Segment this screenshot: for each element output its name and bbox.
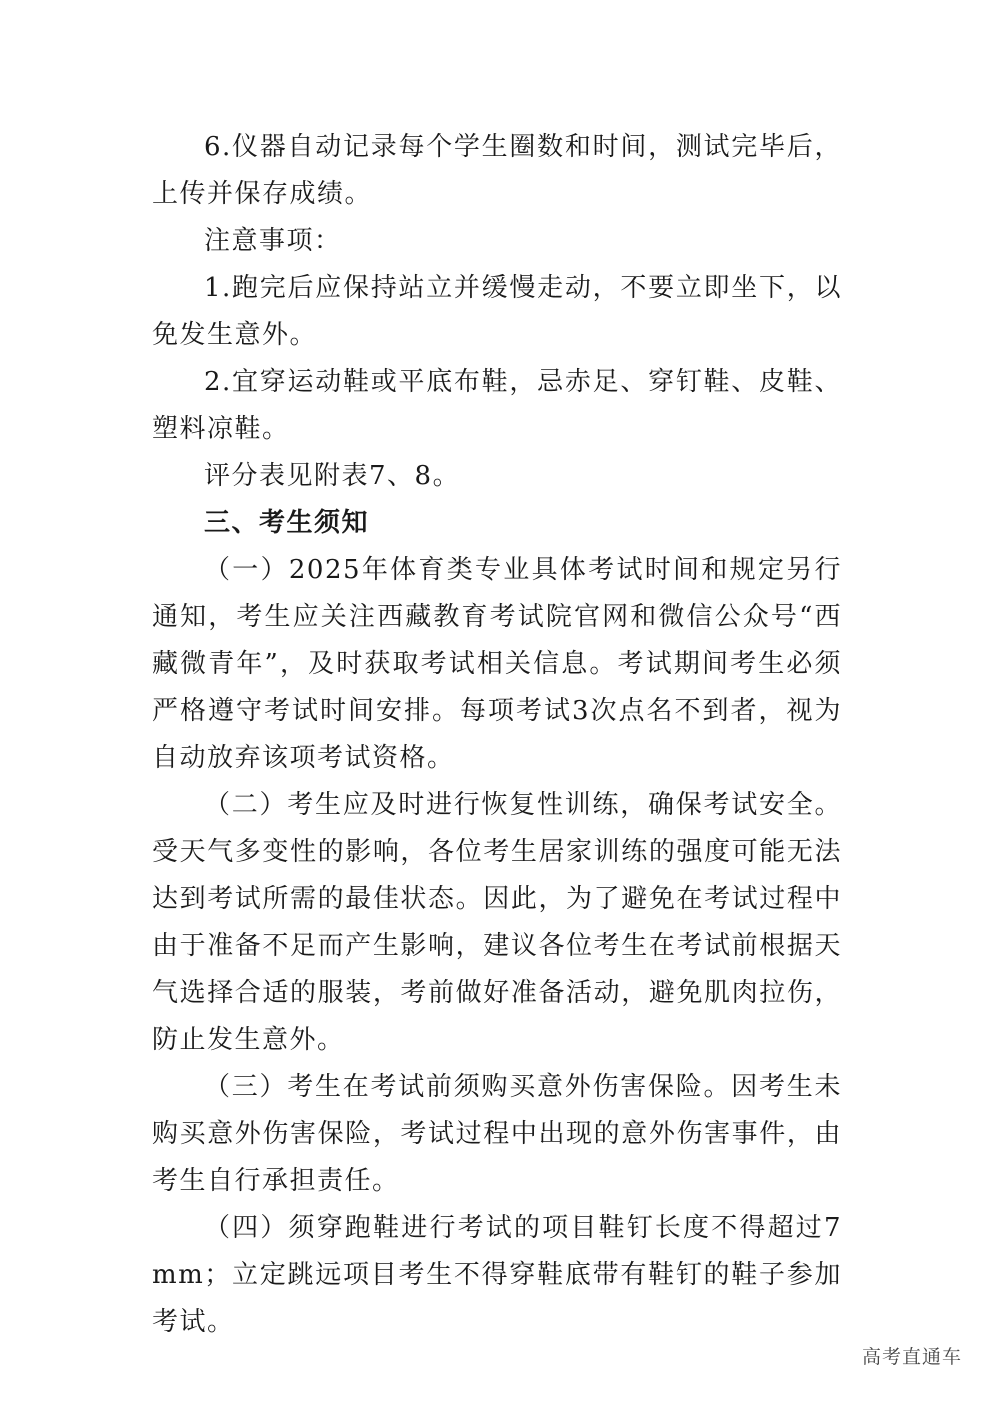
paragraph-notice-1: （一）2025年体育类专业具体考试时间和规定另行通知，考生应关注西藏教育考试院官网和微信公众号“西藏微青年”，及时获取考试相关信息。考试期间考生必须严格遵守考试时间安排。每项考试3次点名不到者，视为自动放弃该项考试资格。 bbox=[152, 555, 842, 773]
paragraph-step-6: 6.仪器自动记录每个学生圈数和时间，测试完毕后，上传并保存成绩。 bbox=[152, 132, 842, 209]
document-body bbox=[152, 124, 842, 1346]
section-heading-candidate-notice: 三、考生须知 bbox=[204, 508, 370, 538]
paragraph-notice-3: （三）考生在考试前须购买意外伤害保险。因考生未购买意外伤害保险，考试过程中出现的意外伤害事件，由考生自行承担责任。 bbox=[152, 1072, 842, 1196]
paragraph-note-2: 2.宜穿运动鞋或平底布鞋，忌赤足、穿钉鞋、皮鞋、塑料凉鞋。 bbox=[152, 367, 842, 444]
paragraph-notes-label: 注意事项： bbox=[204, 226, 342, 256]
paragraph-note-1: 1.跑完后应保持站立并缓慢走动，不要立即坐下，以免发生意外。 bbox=[152, 273, 842, 350]
paragraph-notice-2: （二）考生应及时进行恢复性训练，确保考试安全。受天气多变性的影响，各位考生居家训练的强度可能无法达到考试所需的最佳状态。因此，为了避免在考试过程中由于准备不足而产生影响，建议各位考生在考试前根据天气选择合适的服装，考前做好准备活动，避免肌肉拉伤，防止发生意外。 bbox=[152, 790, 842, 1055]
watermark-text: 高考直通车 bbox=[861, 1346, 962, 1368]
paragraph-notice-4: （四）须穿跑鞋进行考试的项目鞋钉长度不得超过7mm；立定跳远项目考生不得穿鞋底带有鞋钉的鞋子参加考试。 bbox=[152, 1213, 842, 1337]
paragraph-scoring-table-ref: 评分表见附表7、8。 bbox=[204, 461, 461, 491]
